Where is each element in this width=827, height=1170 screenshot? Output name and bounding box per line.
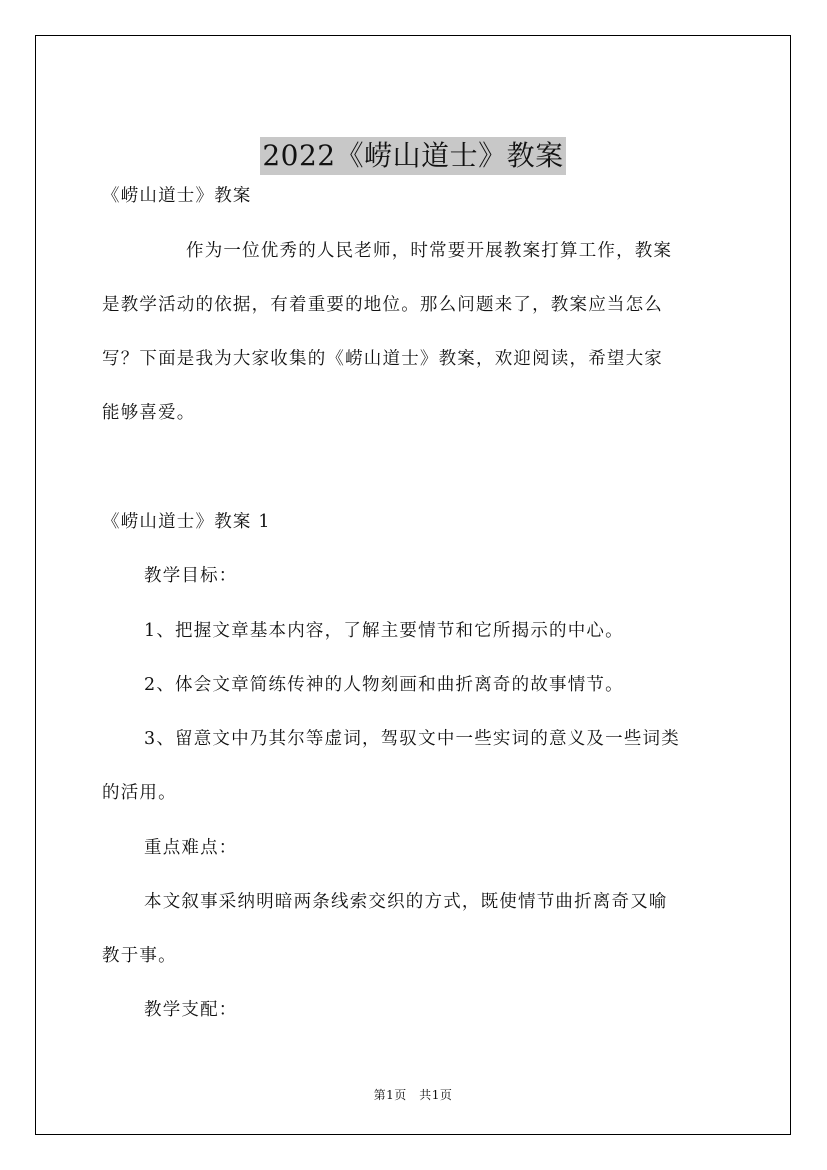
key-text-line-2: 教于事。: [102, 946, 177, 966]
key-heading: 重点难点：: [144, 838, 238, 858]
intro-line-1: 作为一位优秀的人民老师，时常要开展教案打算工作，教案: [186, 241, 673, 261]
document-subtitle: 《崂山道士》教案: [102, 186, 252, 206]
arrangement-heading: 教学支配：: [144, 1000, 238, 1020]
goals-heading: 教学目标：: [144, 566, 238, 586]
goal-item-3: 3、留意文中乃其尔等虚词，驾驭文中一些实词的意义及一些词类: [144, 729, 680, 749]
intro-line-3: 写？下面是我为大家收集的《崂山道士》教案，欢迎阅读，希望大家: [102, 349, 663, 369]
key-text-line-1: 本文叙事采纳明暗两条线索交织的方式，既使情节曲折离奇又喻: [144, 892, 668, 912]
goal-item-2: 2、体会文章简练传神的人物刻画和曲折离奇的故事情节。: [144, 675, 624, 695]
goal-item-3-cont: 的活用。: [102, 783, 177, 803]
document-title: 2022《崂山道士》教案: [260, 137, 565, 175]
section-heading: 《崂山道士》教案 1: [102, 512, 271, 532]
document-page: [35, 35, 791, 1135]
goal-item-1: 1、把握文章基本内容，了解主要情节和它所揭示的中心。: [144, 621, 624, 641]
intro-line-4: 能够喜爱。: [102, 403, 196, 423]
intro-line-2: 是教学活动的依据，有着重要的地位。那么问题来了，教案应当怎么: [102, 295, 663, 315]
title-wrap: [36, 137, 790, 175]
page-footer: 第1页 共1页: [373, 1088, 453, 1102]
